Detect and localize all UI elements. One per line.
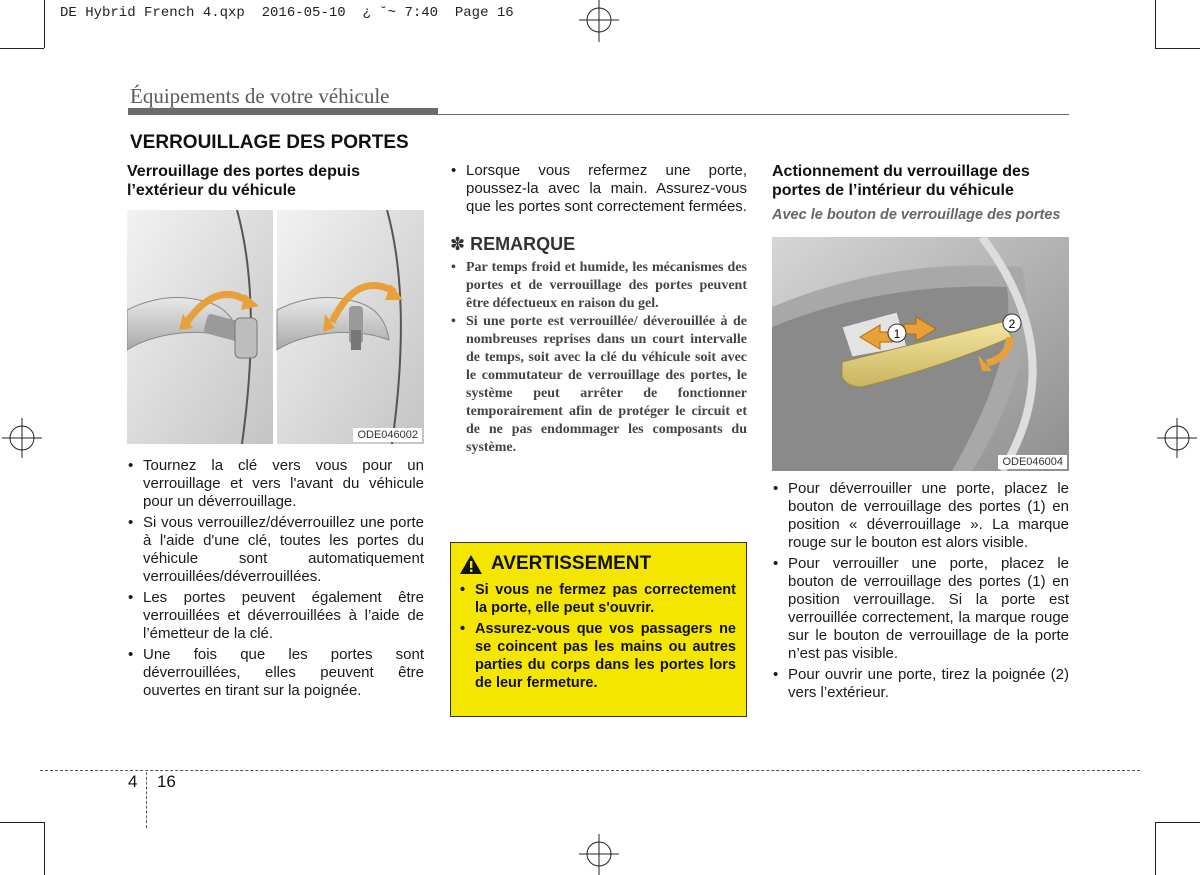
- col1-heading: Verrouillage des portes depuis l’extérieur du véhicule: [127, 163, 360, 199]
- chapter-rule: [438, 114, 1069, 115]
- crop-mark: [44, 0, 45, 48]
- warning-header: [459, 553, 736, 575]
- figure-label: ODE046004: [998, 455, 1067, 469]
- page-number-value: 16: [156, 772, 176, 791]
- column-3: [772, 162, 1069, 705]
- list-item: • Pour ouvrir une porte, tirez la poignée (2) vers l’extérieur.: [772, 666, 1069, 702]
- col3-bullets: [772, 480, 1069, 702]
- col3-heading: Actionnement du verrouillage des portes de l’intérieur du véhicule: [772, 163, 1030, 199]
- list-item: • Par temps froid et humide, les mécanismes des portes et de verrouillage des portes peuvent être défectueux en raison du gel.: [450, 259, 747, 313]
- figure-label: ODE046002: [353, 428, 422, 442]
- crop-mark: [0, 48, 44, 49]
- page-number: [128, 772, 176, 828]
- callout-1: 1: [893, 327, 901, 341]
- column-2: [450, 162, 747, 457]
- crop-mark: [0, 822, 44, 823]
- remark-title: ✽ REMARQUE: [450, 234, 576, 254]
- warning-title: AVERTISSEMENT: [491, 553, 652, 574]
- col3-subheading: Avec le bouton de verrouillage des portes: [772, 207, 1061, 223]
- warning-bullets: [459, 581, 736, 692]
- warning-icon: [459, 554, 483, 575]
- page-number-separator: [146, 772, 148, 828]
- door-key-illustration: [127, 210, 424, 444]
- list-item: • Si une porte est verrouillée/ déverouillée à de nombreuses reprises dans un court intervalle de temps, soit avec la clé du véhicule soit avec le commutateur de verrouillage des portes, le système peut arrêter de fonctionner temporairement afin de protéger le circuit et de ne pas endommager les composants du système.: [450, 313, 747, 457]
- interior-handle-illustration: [772, 237, 1069, 471]
- crop-mark: [1155, 822, 1200, 823]
- crop-mark: [44, 822, 45, 875]
- crop-mark: [1155, 822, 1156, 875]
- registration-mark-top: [574, 0, 624, 45]
- registration-mark-bottom: [574, 830, 624, 875]
- list-item: • Si vous ne fermez pas correctement la porte, elle peut s'ouvrir.: [459, 581, 736, 617]
- crop-mark: [1155, 48, 1200, 49]
- list-item: • Pour déverrouiller une porte, placez le bouton de verrouillage des portes (1) en position « déverrouillage ». La marque rouge sur le bouton est alors visible.: [772, 480, 1069, 552]
- print-header: DE Hybrid French 4.qxp 2016-05-10 ¿ ˘~ 7:40 Page 16: [60, 5, 514, 21]
- registration-mark-right: [1155, 416, 1200, 461]
- section-title: VERROUILLAGE DES PORTES: [130, 132, 409, 153]
- list-item: • Si vous verrouillez/déverrouillez une porte à l'aide d'une clé, toutes les portes du véhicule sont automatiquement verrouillées/déverrouillées.: [127, 514, 424, 586]
- list-item: • Tournez la clé vers vous pour un verrouillage et vers l'avant du véhicule pour un déverrouillage.: [127, 457, 424, 511]
- figure-interior-handle: [772, 237, 1069, 471]
- list-item: • Assurez-vous que vos passagers ne se coincent pas les mains ou autres parties du corps dans les portes lors de leur fermeture.: [459, 620, 736, 692]
- footer-rule: [40, 770, 1140, 771]
- column-1: [127, 162, 424, 703]
- list-item: • Pour verrouiller une porte, placez le bouton de verrouillage des portes (1) en position verrouillage. Si la porte est verrouillée correctement, la marque rouge sur le bouton de verrouillage de la porte n’est pas visible.: [772, 555, 1069, 663]
- col1-bullets: [127, 457, 424, 700]
- registration-mark-left: [0, 416, 45, 461]
- list-item: • Les portes peuvent également être verrouillées et déverrouillées à l’aide de l’émetteur de la clé.: [127, 589, 424, 643]
- callout-2: 2: [1008, 317, 1016, 331]
- list-item: • Lorsque vous refermez une porte, poussez-la avec la main. Assurez-vous que les portes sont correctement fermées.: [450, 162, 747, 216]
- list-item: • Une fois que les portes sont déverrouillées, elles peuvent être ouvertes en tirant sur la poignée.: [127, 646, 424, 700]
- remark-bullets: [450, 259, 747, 457]
- col2-bullets: [450, 162, 747, 216]
- crop-mark: [1155, 0, 1156, 48]
- chapter-bar: [128, 108, 438, 115]
- chapter-title: Équipements de votre véhicule: [130, 84, 390, 108]
- warning-box: [450, 542, 747, 717]
- chapter-number: 4: [128, 772, 138, 791]
- figure-exterior-lock: [127, 210, 424, 444]
